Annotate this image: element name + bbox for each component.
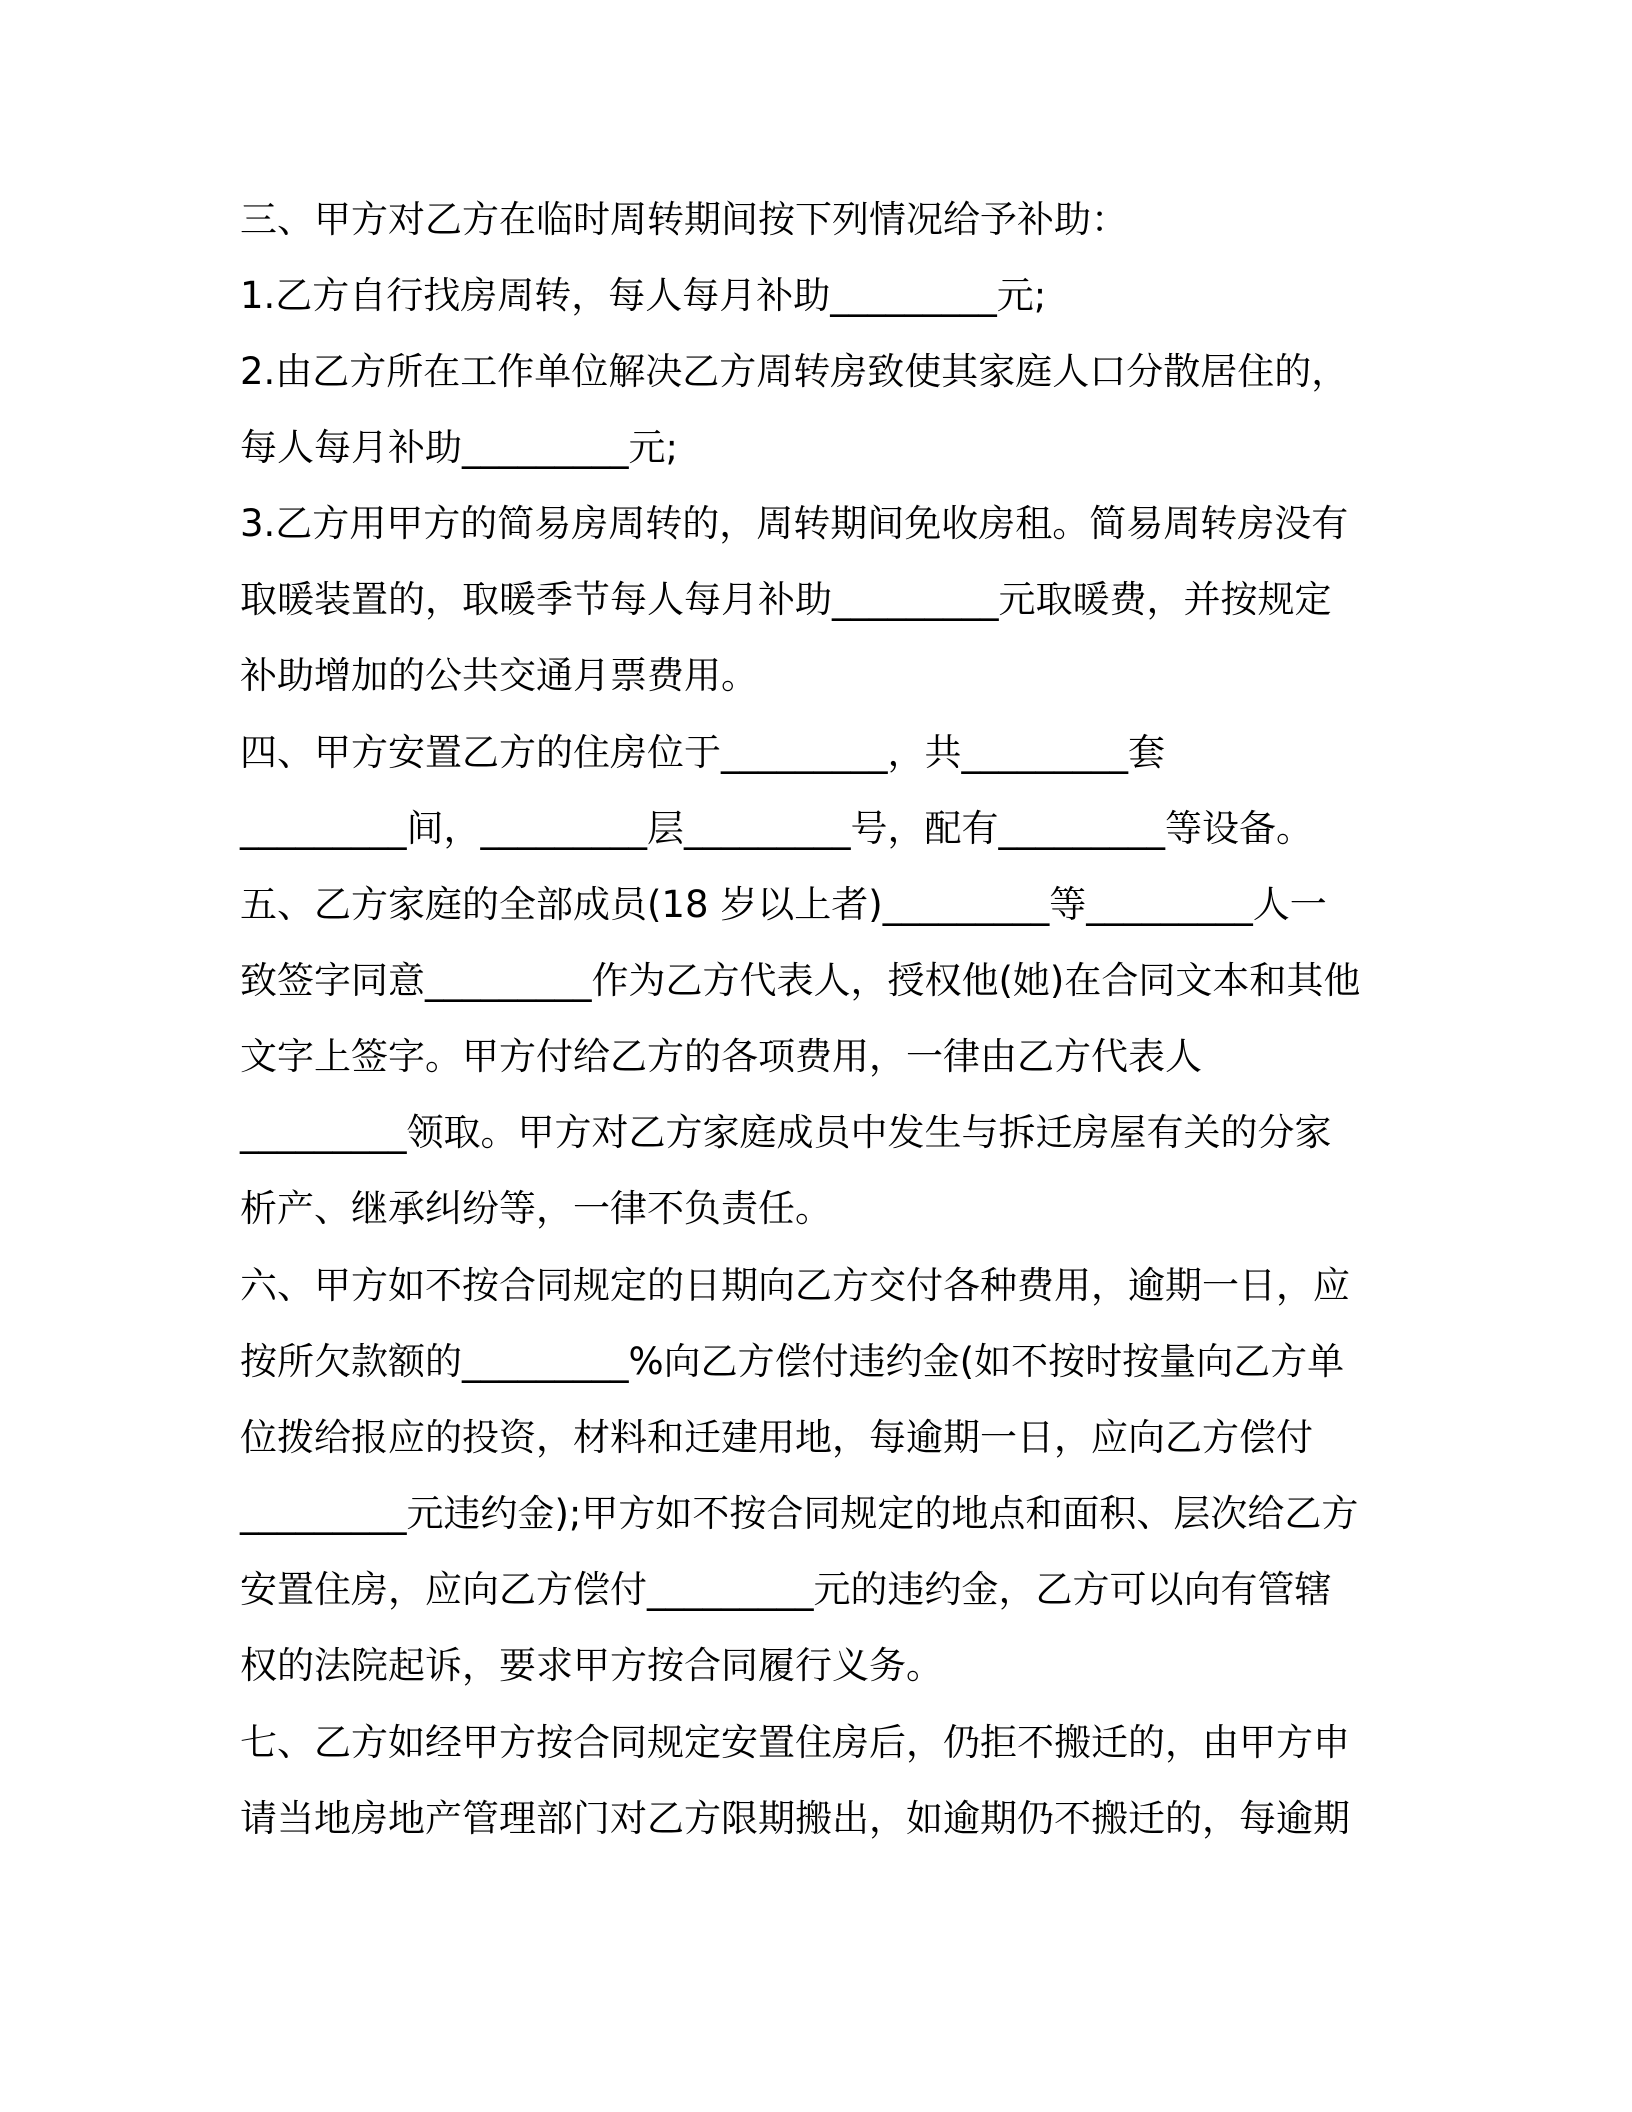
text-line: 七、乙方如经甲方按合同规定安置住房后，仍拒不搬迁的，由甲方申	[240, 1721, 1350, 1764]
text-line: 致签字同意_________作为乙方代表人，授权他(她)在合同文本和其他	[240, 959, 1361, 1002]
text-line: 1.乙方自行找房周转，每人每月补助_________元;	[240, 274, 1047, 317]
text-line: 按所欠款额的_________%向乙方偿付违约金(如不按时按量向乙方单	[240, 1340, 1345, 1383]
text-line: 三、甲方对乙方在临时周转期间按下列情况给予补助：	[240, 198, 1128, 241]
text-line: _________领取。甲方对乙方家庭成员中发生与拆迁房屋有关的分家	[240, 1111, 1332, 1154]
text-line: 安置住房，应向乙方偿付_________元的违约金，乙方可以向有管辖	[240, 1568, 1332, 1611]
text-line: 四、甲方安置乙方的住房位于_________，共_________套	[240, 731, 1165, 774]
text-line: 补助增加的公共交通月票费用。	[240, 654, 758, 697]
text-line: 请当地房地产管理部门对乙方限期搬出，如逾期仍不搬迁的，每逾期	[240, 1797, 1350, 1840]
text-line: 每人每月补助_________元;	[240, 426, 678, 469]
text-line: 五、乙方家庭的全部成员(18 岁以上者)_________等_________人一	[240, 883, 1327, 926]
text-line: 3.乙方用甲方的简易房周转的，周转期间免收房租。简易周转房没有	[240, 502, 1349, 545]
text-line: 2.由乙方所在工作单位解决乙方周转房致使其家庭人口分散居住的，	[240, 350, 1349, 393]
text-line: _________间，_________层_________号，配有_________等设备。	[240, 807, 1313, 850]
text-line: 位拨给报应的投资，材料和迁建用地，每逾期一日，应向乙方偿付	[240, 1416, 1313, 1459]
text-line: 文字上签字。甲方付给乙方的各项费用，一律由乙方代表人	[240, 1035, 1202, 1078]
text-line: 取暖装置的，取暖季节每人每月补助_________元取暖费，并按规定	[240, 578, 1332, 621]
text-line: _________元违约金);甲方如不按合同规定的地点和面积、层次给乙方	[240, 1492, 1359, 1535]
text-line: 析产、继承纠纷等，一律不负责任。	[240, 1187, 832, 1230]
text-line: 权的法院起诉，要求甲方按合同履行义务。	[240, 1644, 943, 1687]
text-line: 六、甲方如不按合同规定的日期向乙方交付各种费用，逾期一日，应	[240, 1264, 1350, 1307]
